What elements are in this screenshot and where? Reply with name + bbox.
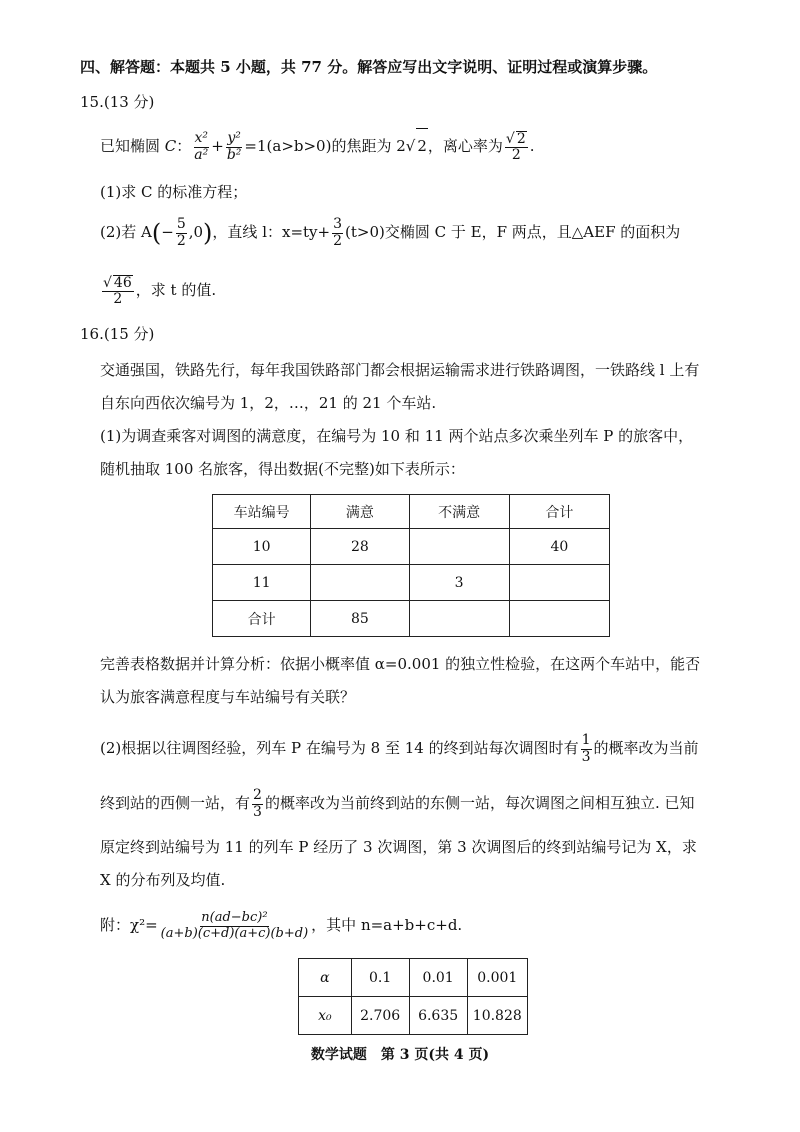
q16-part1-line2: 随机抽取 100 名旅客，得出数据(不完整)如下表所示：	[100, 460, 465, 478]
q16-number: 16.(15 分)	[80, 325, 155, 343]
section-heading: 四、解答题：本题共 5 小题，共 77 分。解答应写出文字说明、证明过程或演算步骤。	[80, 58, 658, 76]
formula-suffix: ，其中 n=a+b+c+d.	[311, 916, 463, 934]
table-cell: 2.706	[351, 997, 409, 1035]
q16-analysis-line2: 认为旅客满意程度与车站编号有关联？	[100, 688, 356, 706]
q15-sqrt2: 2	[416, 128, 428, 163]
table-cell: α	[299, 959, 352, 997]
q15-y-term-fraction	[226, 131, 243, 163]
q15-eccentricity-fraction	[505, 131, 528, 164]
q16-east-prob-num: 2	[253, 787, 262, 804]
q16-east-prob-fraction	[252, 788, 263, 820]
q15-line-den: 2	[333, 232, 343, 249]
formula-fraction	[160, 911, 310, 941]
q15-x-term-den: a²	[194, 146, 209, 163]
q15-stem-text-a: 已知椭圆	[100, 137, 165, 155]
q16-intro-line1: 交通强国，铁路先行，每年我国铁路部门都会根据运输需求进行铁路调图，一铁路线 l 上有	[100, 361, 700, 379]
q15-part2-text-c: (t>0)交椭圆 C 于 E，F 两点，且△AEF 的面积为	[345, 223, 681, 241]
table-row	[213, 601, 610, 637]
formula-denominator: (a+b)(c+d)(a+c)(b+d)	[160, 925, 309, 941]
q16-part2-text-2a: 终到站的西侧一站，有	[100, 794, 251, 812]
q15-point-num: 5	[176, 216, 186, 233]
q16-part2-line2	[100, 783, 694, 823]
q15-area-fraction	[102, 275, 134, 308]
table-cell: 10	[213, 529, 311, 565]
table-cell	[409, 601, 509, 637]
q16-west-prob-fraction	[581, 733, 592, 765]
critical-value-table	[298, 958, 528, 1035]
table-row	[299, 959, 528, 997]
q15-eq-rest: =1(a>b>0)的焦距为 2	[244, 137, 406, 155]
q15-period: .	[529, 137, 535, 155]
q16-part2-line3: 原定终到站编号为 11 的列车 P 经历了 3 次调图，第 3 次调图后的终到站编号记为 X，求	[100, 838, 697, 856]
table-cell: 0.01	[409, 959, 467, 997]
table-header-cell: 合计	[509, 495, 609, 529]
table-cell: 28	[311, 529, 409, 565]
table-row	[213, 529, 610, 565]
q15-y-term-den: b²	[226, 146, 242, 163]
q15-eccentricity-num: √ 2	[505, 130, 526, 147]
table-cell: 3	[409, 565, 509, 601]
q16-east-prob-den: 3	[253, 803, 262, 820]
table-header-cell: 车站编号	[213, 495, 311, 529]
table-cell: 0.001	[467, 959, 527, 997]
page-footer: 数学试题 第 3 页(共 4 页)	[310, 1047, 490, 1063]
table-cell: 10.828	[467, 997, 527, 1035]
q15-x-term-fraction	[193, 131, 209, 163]
formula-numerator: n(ad−bc)²	[201, 910, 268, 926]
q16-part1-line1: (1)为调查乘客对调图的满意度，在编号为 10 和 11 两个站点多次乘坐列车 P 的旅客中，	[100, 427, 694, 445]
q16-part2-text-1b: 的概率改为当前	[593, 739, 699, 757]
q15-part2-text-d: ，求 t 的值.	[135, 281, 217, 299]
table-header-cell: 满意	[311, 495, 409, 529]
table-row	[299, 997, 528, 1035]
q16-west-prob-num: 1	[581, 732, 591, 749]
q16-analysis-line1: 完善表格数据并计算分析：依据小概率值 α=0.001 的独立性检验，在这两个车站中，能否	[100, 655, 701, 673]
q16-part2-text-2b: 的概率改为当前终到站的东侧一站，每次调图之间相互独立. 已知	[264, 794, 695, 812]
q15-eccentricity-num-radicand: 2	[516, 130, 526, 147]
table-row	[213, 565, 610, 601]
q15-point-den: 2	[176, 232, 186, 249]
table-cell: x₀	[299, 997, 352, 1035]
q15-stem: 已知椭圆 C： $\frac{\text{x²}}{\text{a²}}$ + $\frac{\text{y²}}{\text{b²}}$ =1(a>b>0)的焦距为 2√ 2，离心率为 $\frac{√ 2}{2}$ .	[100, 128, 535, 163]
q15-point-minus: −	[161, 223, 174, 241]
table-header-cell: 不满意	[409, 495, 509, 529]
q15-x-term-num: x²	[194, 130, 209, 147]
table-cell	[509, 565, 609, 601]
q16-part2-line1	[100, 728, 699, 768]
table-cell: 11	[213, 565, 311, 601]
formula-prefix: 附：χ²=	[100, 916, 158, 934]
q15-part2	[100, 215, 680, 250]
table-cell	[509, 601, 609, 637]
q15-part2-text-b: ，直线 l：x=ty+	[212, 223, 331, 241]
q15-ellipse-label: C	[164, 137, 177, 155]
q15-point-tail: ,0	[188, 223, 204, 241]
q15-part2-line2	[100, 273, 216, 307]
chi-square-formula	[100, 905, 462, 945]
table-cell: 40	[509, 529, 609, 565]
q16-west-prob-den: 3	[581, 748, 591, 765]
q15-point-close-paren: )	[203, 219, 213, 247]
table-cell: 6.635	[409, 997, 467, 1035]
table-cell	[311, 565, 409, 601]
q15-eccentricity-den: 2	[511, 147, 521, 163]
table-cell: 合计	[213, 601, 311, 637]
q15-part2-text-a: (2)若 A	[100, 223, 152, 241]
q15-colon: ：	[176, 137, 192, 155]
q15-y-term-num: y²	[227, 130, 241, 147]
q15-line-fraction	[332, 217, 343, 249]
q15-area-radicand: 46	[113, 274, 132, 291]
q15-point-fraction	[176, 217, 187, 249]
q15-area-num: √ 46	[103, 274, 132, 291]
q15-point-open-paren: (	[151, 219, 162, 247]
table-cell: 85	[311, 601, 409, 637]
q15-line-num: 3	[333, 216, 343, 233]
table-header-row	[213, 495, 610, 529]
q15-number: 15.(13 分)	[80, 93, 155, 111]
q16-intro-line2: 自东向西依次编号为 1，2，…，21 的 21 个车站.	[100, 394, 437, 412]
table-cell	[409, 529, 509, 565]
q15-stem-text-b: ，离心率为	[427, 137, 503, 155]
q15-area-den: 2	[113, 291, 123, 307]
q16-part2-line4: X 的分布列及均值.	[100, 871, 226, 889]
q15-sqrt-symbol: √	[405, 137, 416, 155]
satisfaction-table	[212, 494, 610, 637]
q15-part1: (1)求 C 的标准方程；	[100, 183, 248, 201]
q16-part2-text-1a: (2)根据以往调图经验，列车 P 在编号为 8 至 14 的终到站每次调图时有	[100, 739, 579, 757]
table-cell: 0.1	[351, 959, 409, 997]
